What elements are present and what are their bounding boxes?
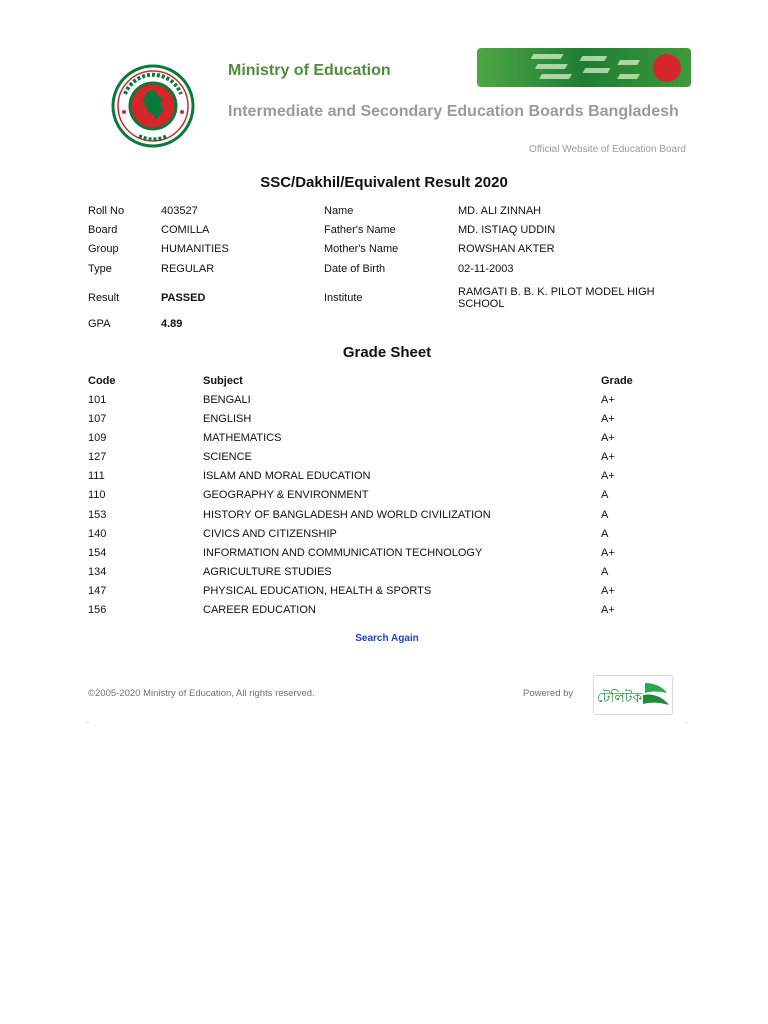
subject-code: 109 xyxy=(88,432,107,444)
table-row xyxy=(88,604,688,623)
subject-name: PHYSICAL EDUCATION, HEALTH & SPORTS xyxy=(203,585,432,597)
subject-grade: A xyxy=(601,509,609,521)
footer-divider-left xyxy=(86,721,89,724)
label-roll-no: Roll No xyxy=(88,205,125,217)
subject-grade: A+ xyxy=(601,604,615,616)
header-grade: Grade xyxy=(601,375,633,387)
label-result: Result xyxy=(88,292,120,304)
value-board: COMILLA xyxy=(161,224,210,236)
ministry-title: Ministry of Education xyxy=(228,62,391,79)
subject-code: 147 xyxy=(88,585,107,597)
powered-by-label: Powered by xyxy=(523,688,574,699)
value-gpa: 4.89 xyxy=(161,318,183,330)
subject-name: ENGLISH xyxy=(203,413,252,425)
value-group: HUMANITIES xyxy=(161,243,229,255)
subject-code: 107 xyxy=(88,413,107,425)
subject-grade: A+ xyxy=(601,394,615,406)
grade-table-header xyxy=(88,375,688,394)
subject-grade: A+ xyxy=(601,451,615,463)
table-row xyxy=(88,470,688,489)
subject-code: 101 xyxy=(88,394,107,406)
page-header xyxy=(0,0,768,165)
subject-code: 140 xyxy=(88,528,107,540)
label-fathers-name: Father's Name xyxy=(324,224,396,236)
subject-name: CIVICS AND CITIZENSHIP xyxy=(203,528,337,540)
value-result: PASSED xyxy=(161,292,206,304)
table-row xyxy=(88,547,688,566)
subject-code: 110 xyxy=(88,489,106,501)
subject-name: CAREER EDUCATION xyxy=(203,604,316,616)
subject-name: AGRICULTURE STUDIES xyxy=(203,566,332,578)
table-row xyxy=(88,413,688,432)
label-board: Board xyxy=(88,224,118,236)
copyright-text: ©2005-2020 Ministry of Education, All rights reserved. xyxy=(88,688,315,699)
flag-banner-icon xyxy=(477,48,691,87)
value-roll-no: 403527 xyxy=(161,205,198,217)
label-type: Type xyxy=(88,263,112,275)
subject-grade: A+ xyxy=(601,413,615,425)
header-code: Code xyxy=(88,375,116,387)
teletalk-logo-icon xyxy=(593,675,673,715)
result-title: SSC/Dakhil/Equivalent Result 2020 xyxy=(260,174,508,191)
government-seal-icon xyxy=(111,64,195,148)
subject-name: GEOGRAPHY & ENVIRONMENT xyxy=(203,489,369,501)
value-date-of-birth: 02-11-2003 xyxy=(458,263,514,275)
value-mothers-name: ROWSHAN AKTER xyxy=(458,243,555,255)
subject-name: HISTORY OF BANGLADESH AND WORLD CIVILIZATION xyxy=(203,509,491,521)
table-row xyxy=(88,566,688,585)
subject-name: MATHEMATICS xyxy=(203,432,282,444)
subject-grade: A xyxy=(601,489,609,501)
label-mothers-name: Mother's Name xyxy=(324,243,399,255)
header-subject: Subject xyxy=(203,375,243,387)
value-fathers-name: MD. ISTIAQ UDDIN xyxy=(458,224,556,236)
subject-code: 154 xyxy=(88,547,107,559)
table-row xyxy=(88,585,688,604)
label-gpa: GPA xyxy=(88,318,111,330)
value-name: MD. ALI ZINNAH xyxy=(458,205,542,217)
subject-name: INFORMATION AND COMMUNICATION TECHNOLOGY xyxy=(203,547,483,559)
value-institute: RAMGATI B. B. K. PILOT MODEL HIGH SCHOOL xyxy=(458,286,655,310)
table-row xyxy=(88,509,688,528)
subject-name: BENGALI xyxy=(203,394,251,406)
subject-code: 156 xyxy=(88,604,107,616)
grade-sheet-title: Grade Sheet xyxy=(342,344,432,361)
label-name: Name xyxy=(324,205,354,217)
label-date-of-birth: Date of Birth xyxy=(324,263,386,275)
subject-grade: A xyxy=(601,566,609,578)
search-again-link[interactable]: Search Again xyxy=(355,633,419,644)
table-row xyxy=(88,451,688,470)
label-institute: Institute xyxy=(324,292,363,304)
table-row xyxy=(88,489,688,508)
subject-code: 153 xyxy=(88,509,107,521)
subject-grade: A+ xyxy=(601,547,615,559)
subject-grade: A+ xyxy=(601,470,615,482)
subject-grade: A xyxy=(601,528,609,540)
subject-code: 134 xyxy=(88,566,107,578)
subject-name: ISLAM AND MORAL EDUCATION xyxy=(203,470,371,482)
teletalk-logo-text: টেলিটক xyxy=(597,690,643,706)
boards-subtitle: Intermediate and Secondary Education Boards Bangladesh xyxy=(228,103,679,120)
subject-code: 111 xyxy=(88,470,105,482)
table-row xyxy=(88,528,688,547)
table-row xyxy=(88,394,688,413)
label-group: Group xyxy=(88,243,119,255)
subject-grade: A+ xyxy=(601,585,615,597)
subject-grade: A+ xyxy=(601,432,615,444)
subject-code: 127 xyxy=(88,451,107,463)
official-website-note: Official Website of Education Board xyxy=(529,144,686,155)
footer-divider-right xyxy=(685,721,688,724)
value-type: REGULAR xyxy=(161,263,215,275)
subject-name: SCIENCE xyxy=(203,451,252,463)
table-row xyxy=(88,432,688,451)
